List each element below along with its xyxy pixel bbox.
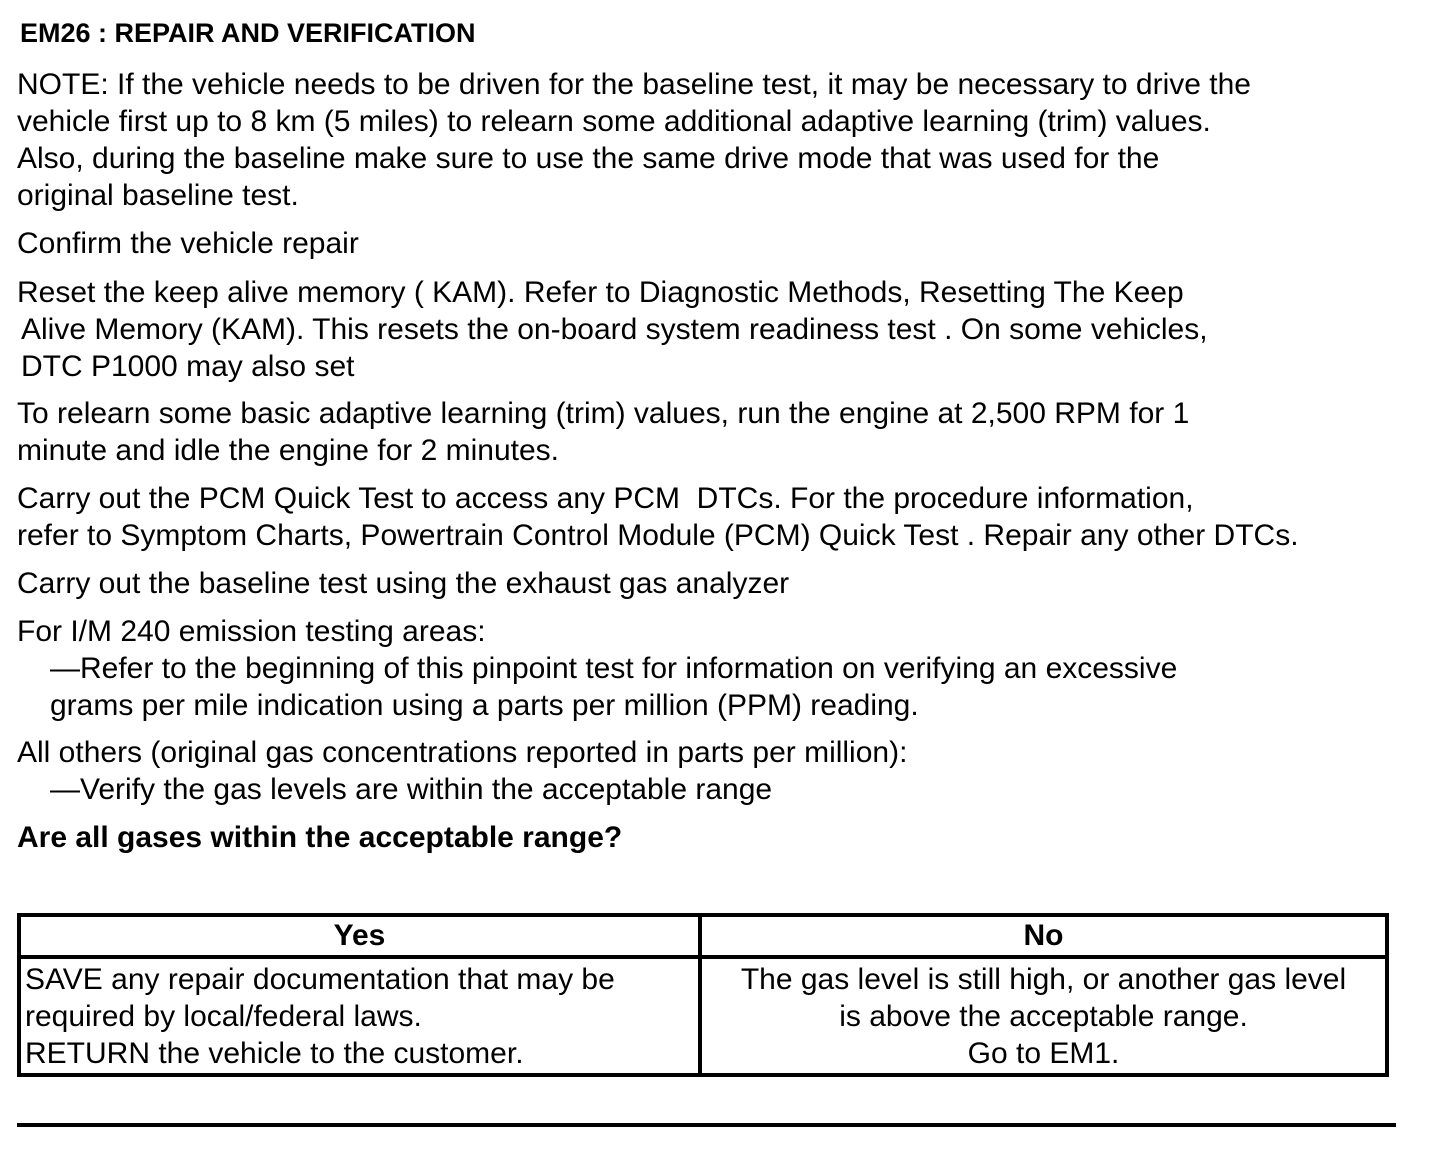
paragraph-line: grams per mile indication using a parts per million (PPM) reading. xyxy=(50,689,919,722)
all-others-paragraph xyxy=(17,734,907,808)
baseline-paragraph xyxy=(17,565,789,602)
paragraph-line: original baseline test. xyxy=(17,179,299,212)
reset-kam-paragraph xyxy=(17,274,1208,385)
verification-question: Are all gases within the acceptable range? xyxy=(17,821,623,854)
quick-test-paragraph xyxy=(17,480,1299,554)
no-action-line: The gas level is still high, or another gas level xyxy=(740,963,1347,996)
no-action-cell xyxy=(700,957,1387,1075)
paragraph-line: minute and idle the engine for 2 minutes. xyxy=(17,434,560,467)
paragraph-line: All others (original gas concentrations reported in parts per million): xyxy=(17,736,908,769)
paragraph-line: —Verify the gas levels are within the acceptable range xyxy=(50,773,773,806)
yes-action-cell xyxy=(19,957,700,1075)
yes-action-line: required by local/federal laws. xyxy=(25,1000,422,1033)
yes-no-table xyxy=(17,913,1389,1077)
note-paragraph xyxy=(17,66,1251,214)
im240-paragraph xyxy=(17,613,1177,724)
no-header: No xyxy=(700,915,1387,957)
footer-divider xyxy=(17,1123,1396,1127)
paragraph-line: For I/M 240 emission testing areas: xyxy=(17,615,486,648)
paragraph-line: Confirm the vehicle repair xyxy=(17,227,359,260)
table-header-row xyxy=(19,915,1387,957)
no-action-line: Go to EM1. xyxy=(967,1037,1120,1070)
paragraph-line: To relearn some basic adaptive learning (trim) values, run the engine at 2,500 RPM for 1 xyxy=(17,397,1190,430)
paragraph-line: Carry out the baseline test using the exhaust gas analyzer xyxy=(17,567,790,600)
yes-action-line: SAVE any repair documentation that may be xyxy=(25,963,615,996)
relearn-paragraph xyxy=(17,395,1189,469)
section-heading: EM26 : REPAIR AND VERIFICATION xyxy=(20,18,476,48)
yes-action-line: RETURN the vehicle to the customer. xyxy=(25,1037,524,1070)
paragraph-line: Reset the keep alive memory ( KAM). Refer to Diagnostic Methods, Resetting The Keep xyxy=(17,276,1184,309)
confirm-paragraph xyxy=(17,225,359,262)
paragraph-line: DTC P1000 may also set xyxy=(21,350,355,383)
paragraph-line: Carry out the PCM Quick Test to access any PCM DTCs. For the procedure information, xyxy=(17,482,1194,515)
paragraph-line: —Refer to the beginning of this pinpoint test for information on verifying an excessive xyxy=(50,652,1178,685)
paragraph-line: Alive Memory (KAM). This resets the on-board system readiness test . On some vehicles, xyxy=(21,313,1208,346)
table-row xyxy=(19,957,1387,1075)
paragraph-line: refer to Symptom Charts, Powertrain Control Module (PCM) Quick Test . Repair any other DTCs. xyxy=(17,519,1299,552)
paragraph-line: vehicle first up to 8 km (5 miles) to relearn some additional adaptive learning (trim) values. xyxy=(17,105,1211,138)
paragraph-line: NOTE: If the vehicle needs to be driven for the baseline test, it may be necessary to drive the xyxy=(17,68,1251,101)
yes-header: Yes xyxy=(19,915,700,957)
no-action-line: is above the acceptable range. xyxy=(839,1000,1248,1033)
paragraph-line: Also, during the baseline make sure to use the same drive mode that was used for the xyxy=(17,142,1160,175)
